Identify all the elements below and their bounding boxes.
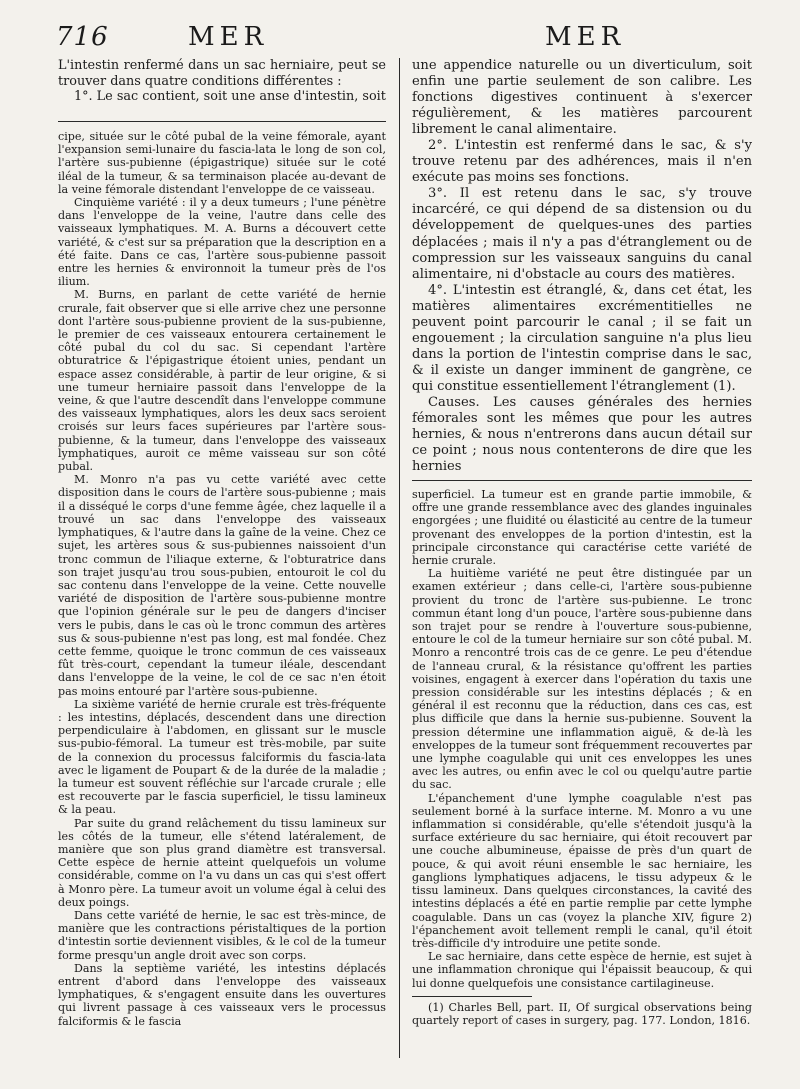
paragraph: cipe, située sur le côté pubal de la veine fémorale, ayant l'expansion semi-lunaire du fascia-lata le long de son col, l'artère sus-pubienne (épigastrique) située sur le coté iléal de la tumeur, & sa terminaison placée au-devant de la veine fémorale distendant l'enveloppe de ce vaisseau. <box>58 130 386 196</box>
paragraph: M. Burns, en parlant de cette variété de hernie crurale, fait observer que si elle arrive chez une personne dont l'artère sous-pubienne provient de la sus-pubienne, le premier de ces vaisseaux entourera certainement le côté pubal du col du sac. Si cependant l'artère obturatrice & l'épigastrique étoient unies, pendant un espace assez considérable, à partir de leur origine, & si une tumeur herniaire passoit dans l'enveloppe de la veine, & que l'autre descendît dans l'enveloppe commune des vaisseaux lymphatiques, alors les deux sacs seroient croisés sur leurs faces supérieures par l'artère sous-pubienne, & la tumeur, dans l'enveloppe des vaisseaux lymphatiques, auroit ce même vaisseau sur son côté pubal. <box>58 288 386 474</box>
paragraph: Dans la septième variété, les intestins déplacés entrent d'abord dans l'enveloppe des vaisseaux lymphatiques, & s'engagent ensuite dans les ouvertures qui livrent passage à ces vaisseaux vers le processus falciformis & le fascia <box>58 961 386 1028</box>
section-rule <box>412 480 752 481</box>
paragraph: La huitième variété ne peut être distinguée par un examen extérieur ; dans celle-ci, l'artère sous-pubienne provient du tronc de l'artère sus-pubienne. Le tronc commun étant long d'un pouce, l'artère sous-pubienne dans son trajet pour se rendre à l'ouverture sous-pubienne, entoure le col de la tumeur herniaire sur son côté pubal. M. Monro a rencontré trois cas de ce genre. Le peu d'étendue de l'anneau crural, & la résistance qu'offrent les parties voisines, engagent à exercer dans l'opération du taxis une pression considérable sur les intestins déplacés ; & en général il est reconnu que la réduction, dans ces cas, est plus difficile que dans la hernie sus-pubienne. Souvent la pression détermine une inflammation aiguë, & de-là les enveloppes de la tumeur sont fréquemment recouvertes par une lymphe coagulable qui unit ces enveloppes les unes avec les autres, ou enfin avec le col ou quelqu'autre partie du sac. <box>412 567 752 792</box>
paragraph: 4°. L'intestin est étranglé, &, dans cet état, les matières alimentaires excrémentitielles ne peuvent point parcourir le canal ; il se fait un engouement ; la circulation sanguine n'a plus lieu dans la portion de l'intestin comprise dans le sac, & il existe un danger imminent de gangrène, ce qui constitue essentiellement l'étranglement (1). <box>412 282 752 394</box>
paragraph: Par suite du grand relâchement du tissu lamineux sur les côtés de la tumeur, elle s'étend latéralement, de manière que son plus grand diamètre est transversal. Cette espèce de hernie atteint quelquefois un volume considérable, comme on l'a vu dans un cas qui s'est offert à Monro père. La tumeur avoit un volume égal à celui des deux poings. <box>58 816 386 909</box>
paragraph: L'intestin renfermé dans un sac herniaire, peut se trouver dans quatre conditions différentes : <box>58 58 386 89</box>
paragraph: La sixième variété de hernie crurale est très-fréquente : les intestins, déplacés, descendent dans une direction perpendiculaire à l'abdomen, en glissant sur le muscle sus-pubio-fémoral. La tumeur est très-mobile, par suite de la connexion du processus falciformis du fascia-lata avec le ligament de Poupart & de la durée de la maladie ; la tumeur est souvent réfléchie sur l'arcade crurale ; elle est recouverte par le fascia superficiel, le tissu lamineux & la peau. <box>58 697 386 817</box>
running-head-right: MER <box>545 22 626 52</box>
paragraph: Le sac herniaire, dans cette espèce de hernie, est sujet à une inflammation chronique qui l'épaissit beaucoup, & qui lui donne quelquefois une consistance cartilagineuse. <box>412 950 752 990</box>
section-rule <box>58 121 386 122</box>
column-divider <box>399 58 400 1058</box>
paragraph: 1°. Le sac contient, soit une anse d'intestin, soit <box>74 89 386 105</box>
left-column-main-text <box>58 130 386 1028</box>
page-number: 716 <box>56 22 109 52</box>
paragraph: Cinquième variété : il y a deux tumeurs ; l'une pénètre dans l'enveloppe de la veine, l'autre dans celle des vaisseaux lymphatiques. M. A. Burns a découvert cette variété, & c'est sur sa préparation que la description en a été faite. Dans ce cas, l'artère sous-pubienne passoit entre les hernies & environnoit la tumeur près de l'os ilium. <box>58 196 386 289</box>
right-column-main-text <box>412 488 752 1027</box>
paragraph: Dans cette variété de hernie, le sac est très-mince, de manière que les contractions péristaltiques de la portion d'intestin sortie deviennent visibles, & le col de la tumeur forme presqu'un angle droit avec son corps. <box>58 908 386 962</box>
paragraph: L'épanchement d'une lymphe coagulable n'est pas seulement borné à la surface interne. M. Monro a vu une inflammation si considérable, qu'elle s'étendoit jusqu'à la surface extérieure du sac herniaire, qui étoit recouvert par une couche albumineuse, épaisse de près d'un quart de pouce, & qui avoit réuni ensemble le sac herniaire, les ganglions lymphatiques adjacens, le tissu adypeux & le tissu lamineux. Dans quelques circonstances, la cavité des intestins déplacés a été en partie remplie par cette lymphe coagulable. Dans un cas (voyez la planche XIV, figure 2) l'épanchement avoit tellement rempli le canal, qu'il étoit très-difficile d'y introduire une petite sonde. <box>412 791 752 950</box>
left-column-top-text <box>58 58 386 105</box>
paragraph: superficiel. La tumeur est en grande partie immobile, & offre une grande ressemblance avec des glandes inguinales engorgées ; une fluidité ou élasticité au centre de la tumeur provenant des enveloppes de la portion d'intestin, est la principale circonstance qui caractérise cette variété de hernie crurale. <box>412 488 752 568</box>
running-head-left: MER <box>188 22 269 52</box>
paragraph: 2°. L'intestin est renfermé dans le sac, & s'y trouve retenu par des adhérences, mais il n'en exécute pas moins ses fonctions. <box>412 138 752 186</box>
paragraph: une appendice naturelle ou un diverticulum, soit enfin une partie seulement de son calibre. Les fonctions digestives continuent à s'exercer régulièrement, & les matières parcourent librement le canal alimentaire. <box>412 58 752 138</box>
footnote-rule <box>412 996 532 997</box>
paragraph: 3°. Il est retenu dans le sac, s'y trouve incarcéré, ce qui dépend de sa distension ou du développement de quelques-unes des parties déplacées ; mais il n'y a pas d'étranglement ou de compression sur les vaisseaux sanguins du canal alimentaire, ni d'obstacle au cours des matières. <box>412 186 752 282</box>
right-column-top-text <box>412 58 752 475</box>
footnote: (1) Charles Bell, part. II, Of surgical observations being quartely report of cases in surgery, pag. 177. London, 1816. <box>412 1000 752 1027</box>
paragraph: M. Monro n'a pas vu cette variété avec cette disposition dans le cours de l'artère sous-pubienne ; mais il a disséqué le corps d'une femme âgée, chez laquelle il a trouvé un sac dans l'enveloppe des vaisseaux lymphatiques, & l'autre dans la gaîne de la veine. Chez ce sujet, les artères sous & sus-pubiennes naissoient d'un tronc commun de l'iliaque externe, & l'obturatrice dans son trajet jusqu'au trou sous-pubien, entouroit le col du sac contenu dans l'enveloppe de la veine. Cette nouvelle variété de disposition de l'artère sous-pubienne montre que l'opinion générale sur le peu de dangers d'inciser vers le pubis, dans le cas où le tronc commun des artères sus & sous-pubienne n'est pas long, est mal fondée. Chez cette femme, quoique le tronc commun de ces vaisseaux fût très-court, cependant la tumeur iléale, descendant dans l'enveloppe de la veine, le col de ce sac n'en étoit pas moins entouré par l'artère sous-pubienne. <box>58 473 386 698</box>
paragraph: Causes. Les causes générales des hernies fémorales sont les mêmes que pour les autres hernies, & nous n'entrerons dans aucun détail sur ce point ; nous nous contenterons de dire que les hernies <box>412 394 752 475</box>
